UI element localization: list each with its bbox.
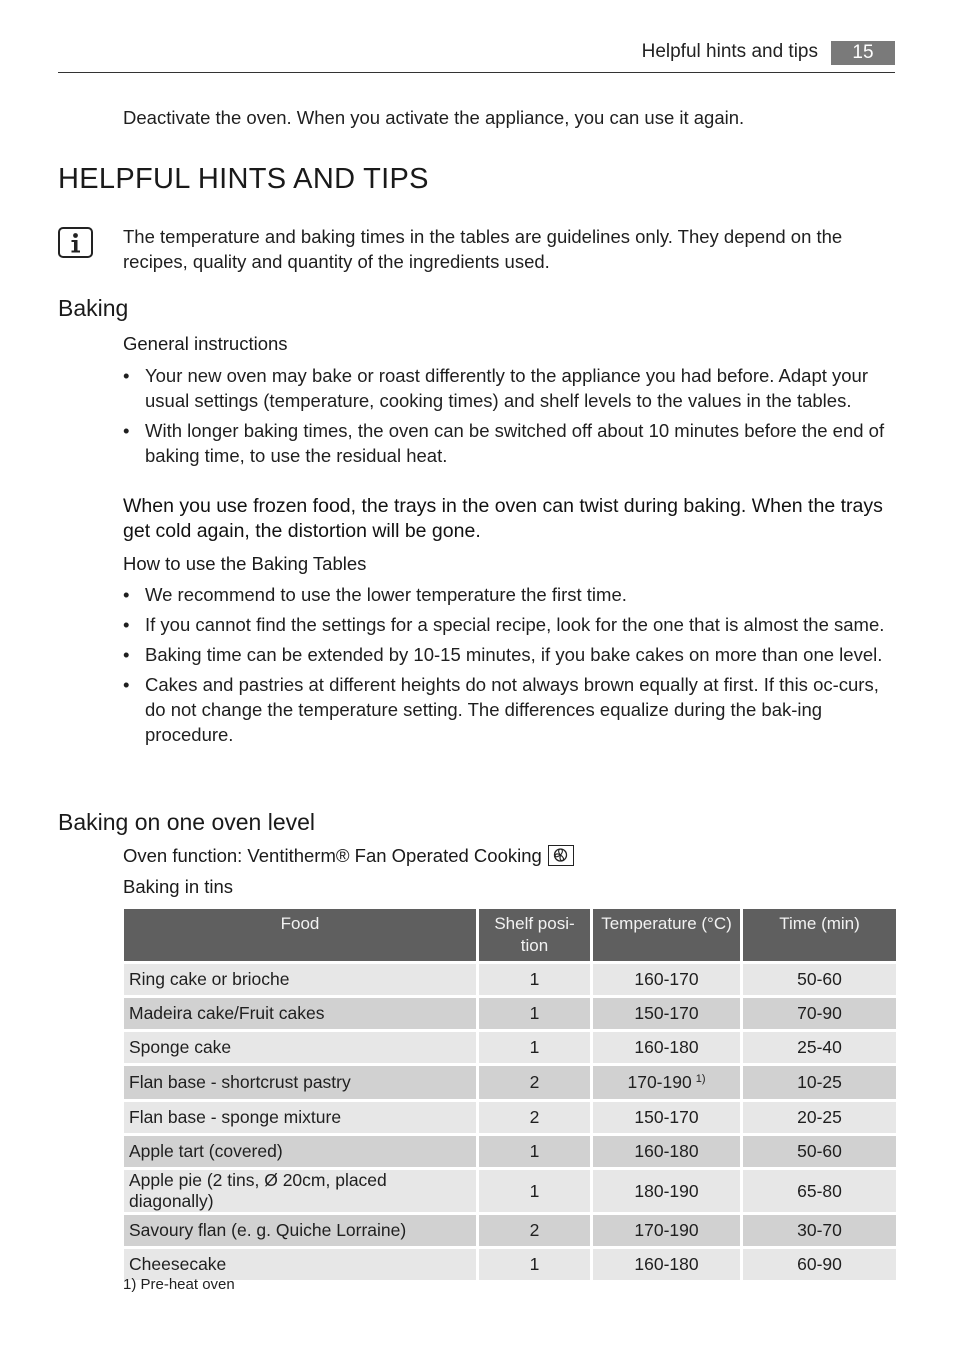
- cell-food: Apple tart (covered): [124, 1136, 476, 1167]
- cell-shelf: 2: [479, 1102, 590, 1133]
- temperature-value: 170-190: [627, 1072, 692, 1092]
- cell-time: 10-25: [743, 1066, 896, 1099]
- cell-time: 30-70: [743, 1215, 896, 1246]
- cell-food: Flan base - shortcrust pastry: [124, 1066, 476, 1099]
- cell-shelf: 1: [479, 1249, 590, 1280]
- table-row: [124, 998, 896, 1029]
- table-row: [124, 1136, 896, 1167]
- cell-food: Ring cake or brioche: [124, 964, 476, 995]
- cell-temperature: 170-190: [593, 1215, 740, 1246]
- page-number: 15: [831, 41, 895, 65]
- col-header-shelf: Shelf posi-tion: [479, 909, 590, 961]
- fan-icon: [548, 845, 574, 866]
- general-instructions-heading: General instructions: [123, 333, 288, 354]
- cell-food: Apple pie (2 tins, Ø 20cm, placed diagonally): [124, 1170, 476, 1212]
- list-item: • Baking time can be extended by 10-15 minutes, if you bake cakes on more than one level.: [123, 642, 893, 667]
- intro-text: Deactivate the oven. When you activate the appliance, you can use it again.: [123, 107, 745, 128]
- cell-temperature: 150-170: [593, 1102, 740, 1133]
- baking-table: [121, 906, 899, 1283]
- baking-tables-heading: How to use the Baking Tables: [123, 553, 367, 574]
- cell-shelf: 1: [479, 1136, 590, 1167]
- general-instructions-list: [123, 363, 893, 473]
- cell-temperature: [593, 1066, 740, 1099]
- cell-food: Flan base - sponge mixture: [124, 1102, 476, 1133]
- table-row: [124, 1249, 896, 1280]
- cell-food: Cheesecake: [124, 1249, 476, 1280]
- cell-food: Savoury flan (e. g. Quiche Lorraine): [124, 1215, 476, 1246]
- cell-temperature: 160-180: [593, 1249, 740, 1280]
- section-title: HELPFUL HINTS AND TIPS: [58, 163, 429, 195]
- info-note-text: The temperature and baking times in the tables are guidelines only. They depend on the recipes, quality and quantity of the ingredients used.: [123, 226, 843, 272]
- cell-time: 65-80: [743, 1170, 896, 1212]
- table-row: [124, 1032, 896, 1063]
- baking-tables-list: [123, 582, 893, 752]
- list-item: • If you cannot find the settings for a special recipe, look for the one that is almost the same.: [123, 612, 893, 637]
- cell-temperature: 180-190: [593, 1170, 740, 1212]
- col-header-food: Food: [124, 909, 476, 961]
- cell-time: 20-25: [743, 1102, 896, 1133]
- cell-temperature: 160-180: [593, 1136, 740, 1167]
- cell-temperature: 150-170: [593, 998, 740, 1029]
- cell-time: 50-60: [743, 964, 896, 995]
- cell-shelf: 1: [479, 964, 590, 995]
- list-item: • With longer baking times, the oven can be switched off about 10 minutes before the end of baking time, to use the residual heat.: [123, 418, 893, 468]
- cell-time: 50-60: [743, 1136, 896, 1167]
- cell-shelf: 2: [479, 1215, 590, 1246]
- oven-function-text: Oven function: Ventitherm® Fan Operated Cooking: [123, 845, 542, 866]
- cell-temperature: 160-180: [593, 1032, 740, 1063]
- table-row: [124, 964, 896, 995]
- table-row: [124, 1102, 896, 1133]
- list-item: • Cakes and pastries at different heights do not always brown equally at first. If this oc-curs, do not change the temperature setting. The differences equalize during the bak-ing procedure.: [123, 672, 893, 747]
- frozen-food-note: When you use frozen food, the trays in the oven can twist during baking. When the trays get cold again, the distortion will be gone.: [123, 495, 883, 542]
- page-header: [58, 40, 895, 73]
- cell-time: 70-90: [743, 998, 896, 1029]
- cell-shelf: 1: [479, 1170, 590, 1212]
- table-footnote: 1) Pre-heat oven: [123, 1276, 235, 1293]
- header-title: Helpful hints and tips: [641, 41, 818, 62]
- cell-food: Madeira cake/Fruit cakes: [124, 998, 476, 1029]
- info-icon: [58, 227, 93, 258]
- table-header-row: [124, 909, 896, 961]
- oven-function-line: [123, 845, 574, 867]
- col-header-temperature: Temperature (°C): [593, 909, 740, 961]
- cell-temperature: 160-170: [593, 964, 740, 995]
- cell-shelf: 1: [479, 1032, 590, 1063]
- list-item: • We recommend to use the lower temperature the first time.: [123, 582, 893, 607]
- baking-in-tins-heading: Baking in tins: [123, 876, 234, 897]
- col-header-time: Time (min): [743, 909, 896, 961]
- table-row: [124, 1215, 896, 1246]
- footnote-marker: 1): [695, 1073, 706, 1085]
- cell-shelf: 2: [479, 1066, 590, 1099]
- one-level-heading: Baking on one oven level: [58, 809, 316, 835]
- table-row: [124, 1170, 896, 1212]
- cell-time: 25-40: [743, 1032, 896, 1063]
- list-item: • Your new oven may bake or roast differently to the appliance you had before. Adapt your usual settings (temperature, cooking times) and shelf levels to the values in the tables.: [123, 363, 893, 413]
- cell-time: 60-90: [743, 1249, 896, 1280]
- cell-food: Sponge cake: [124, 1032, 476, 1063]
- table-row: [124, 1066, 896, 1099]
- baking-heading: Baking: [58, 295, 129, 321]
- cell-shelf: 1: [479, 998, 590, 1029]
